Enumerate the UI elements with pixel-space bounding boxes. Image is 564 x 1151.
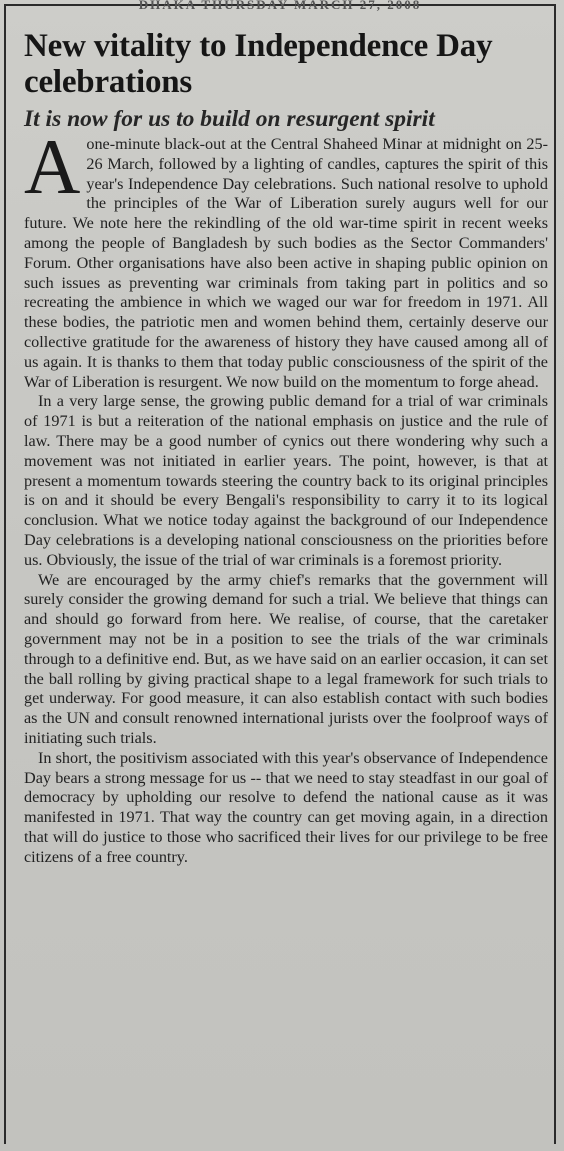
editorial-frame: [4, 0, 556, 1144]
drop-cap: A: [24, 123, 81, 210]
dateline: DHAKA THURSDAY MARCH 27, 2008: [138, 0, 422, 12]
headline: New vitality to Independence Day celebrations: [24, 28, 493, 100]
subheadline: It is now for us to build on resurgent spirit: [24, 106, 435, 132]
paragraph-1-text: one-minute black-out at the Central Shaheed Minar at midnight on 25-26 March, followed by a lighting of candles, captures the spirit of this year's Independence Day celebrations. Such national resolve to uphold the principles of the War of Liberation surely augurs well for our future. We note here the rekindling of the old war-time spirit in recent weeks among the people of Bangladesh by such bodies as the Sector Commanders' Forum. Other organisations have also been active in shaping public opinion on such issues as preventing war criminals from taking part in politics and so recreating the ambience in which we waged our war for freedom in 1971. All these bodies, the patriotic men and women behind them, certainly deserve our collective gratitude for the awareness of history they have caused among all of us again. It is thanks to them that today public consciousness of the spirit of the War of Liberation is resurgent. We now build on the momentum to forge ahead.: [24, 135, 548, 391]
editorial-article: [24, 28, 548, 867]
paragraph-4: In short, the positivism associated with this year's observance of Independence Day bears a strong message for us -- that we need to stay steadfast in our goal of democracy by upholding our resolve to defend the national cause as it was manifested in 1971. That way the country can get moving again, in a direction that will do justice to those who sacrificed their lives for our privilege to be free citizens of a free country.: [24, 748, 548, 866]
paragraph-3: We are encouraged by the army chief's remarks that the government will surely consider the growing demand for such a trial. We believe that things can and should go forward from here. We realise, of course, that the caretaker government may not be in a position to see the trials of the war criminals through to a definitive end. But, as we have said on an earlier occasion, it can set the ball rolling by giving practical shape to a legal framework for such trials to get underway. For good measure, it can also establish contact with such bodies as the UN and consult renowned international jurists over the foolproof ways of initiating such trials.: [24, 570, 548, 747]
paragraph-2: In a very large sense, the growing public demand for a trial of war criminals of 1971 is but a reiteration of the national emphasis on justice and the rule of law. There may be a good number of cynics out there wondering why such a movement was not initiated in earlier years. The point, however, is that at present a momentum towards steering the country back to its original principles is on and it should be every Bengali's responsibility to carry it to its logical conclusion. What we notice today against the background of our Independence Day celebrations is a developing national consciousness on the priorities before us. Obviously, the issue of the trial of war criminals is a foremost priority.: [24, 392, 548, 569]
article-body: [24, 123, 548, 867]
paragraph-1: [24, 123, 548, 392]
